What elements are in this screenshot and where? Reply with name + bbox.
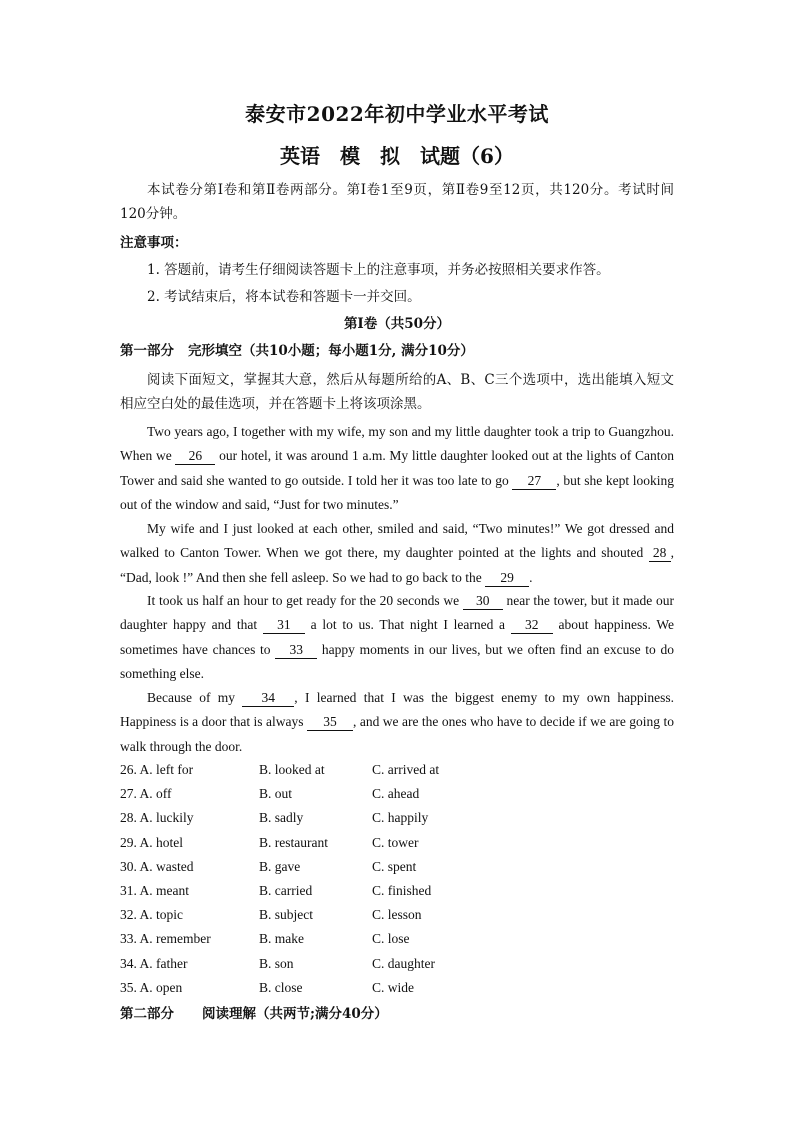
option-c: C. wide xyxy=(372,979,414,995)
option-b: B. out xyxy=(259,786,293,802)
option-c: C. tower xyxy=(372,834,419,850)
option-row xyxy=(120,758,674,782)
part-one-heading xyxy=(120,339,674,363)
option-c: C. spent xyxy=(372,858,417,874)
exam-title: 泰安市2022年初中学业水平考试 xyxy=(245,102,549,126)
option-c: C. ahead xyxy=(372,786,420,802)
notes-heading: 注意事项： xyxy=(120,235,188,251)
option-row xyxy=(120,903,674,927)
option-c: C. lesson xyxy=(372,907,422,923)
part-two-label: 第二部分 xyxy=(120,1006,174,1022)
option-row xyxy=(120,879,674,903)
blank-27: 27 xyxy=(512,473,556,490)
blank-33: 33 xyxy=(275,642,317,659)
option-a: 26. A. left for xyxy=(120,762,194,777)
option-a: 31. A. meant xyxy=(120,882,189,898)
answer-options xyxy=(120,758,674,1000)
option-b: B. carried xyxy=(259,882,313,898)
option-a: 32. A. topic xyxy=(120,907,183,923)
option-a: 35. A. open xyxy=(120,979,183,995)
exam-intro: 本试卷分第Ⅰ卷和第Ⅱ卷两部分。第Ⅰ卷1至9页，第Ⅱ卷9至12页，共120分。考试时间120分钟。 xyxy=(120,182,674,223)
option-b: B. looked at xyxy=(259,762,325,777)
option-a: 30. A. wasted xyxy=(120,858,194,874)
option-a: 33. A. remember xyxy=(120,931,211,947)
passage-paragraph-3: It took us half an hour to get ready for the 20 seconds we 30 near the tower, but it made our daughter happy and that 31 a lot to us. That night I learned a 32 about happiness. We sometimes have chances to 33 happy moments in our lives, but we often find an excuse to do something else. xyxy=(120,593,674,681)
option-b: B. subject xyxy=(259,907,313,923)
option-row xyxy=(120,927,674,951)
option-row xyxy=(120,976,674,1000)
option-c: C. happily xyxy=(372,810,429,826)
note-item-2: 2. 考试结束后，将本试卷和答题卡一并交回。 xyxy=(147,289,421,305)
part-one-title: 完形填空（共10小题；每小题1分, 满分10分） xyxy=(188,343,474,359)
part-one-label: 第一部分 xyxy=(120,343,174,359)
blank-35: 35 xyxy=(307,714,353,731)
volume-one-heading: 第Ⅰ卷（共50分） xyxy=(343,316,451,332)
blank-30: 30 xyxy=(463,593,503,610)
option-c: C. lose xyxy=(372,931,410,947)
blank-32: 32 xyxy=(511,617,553,634)
exam-subtitle: 英语 模 拟 试题（6） xyxy=(280,144,514,168)
blank-34: 34 xyxy=(242,690,294,707)
option-row xyxy=(120,806,674,830)
option-a: 34. A. father xyxy=(120,955,188,971)
option-b: B. restaurant xyxy=(259,834,328,850)
option-b: B. son xyxy=(259,955,294,971)
option-a: 29. A. hotel xyxy=(120,834,183,850)
note-item-1: 1. 答题前，请考生仔细阅读答题卡上的注意事项，并务必按照相关要求作答。 xyxy=(147,262,610,278)
option-c: C. arrived at xyxy=(372,762,440,777)
passage-paragraph-2: My wife and I just looked at each other, smiled and said, “Two minutes!” We got dressed and walked to Canton Tower. When we got there, my daughter pointed at the lights and shouted 28 , “Dad, look !” And then she fell asleep. So we had to go back to the 29 . xyxy=(120,521,674,585)
blank-28: 28 xyxy=(649,545,671,562)
option-c: C. daughter xyxy=(372,955,435,971)
part-two-title: 阅读理解（共两节;满分40分） xyxy=(202,1006,388,1022)
part-two-heading xyxy=(120,1002,388,1022)
option-a: 27. A. off xyxy=(120,786,172,802)
option-c: C. finished xyxy=(372,882,432,898)
option-b: B. close xyxy=(259,979,303,995)
option-row xyxy=(120,952,674,976)
option-b: B. sadly xyxy=(259,810,304,826)
blank-26: 26 xyxy=(175,448,215,465)
passage-paragraph-4: Because of my 34 , I learned that I was the biggest enemy to my own happiness. Happiness is a door that is always 35 , and we are the ones who have to decide if we are going to walk through the door. xyxy=(120,690,674,754)
option-b: B. make xyxy=(259,931,304,947)
passage-paragraph-1: Two years ago, I together with my wife, my son and my little daughter took a trip to Guangzhou. When we 26 our hotel, it was around 1 a.m. My little daughter looked out at the lights of Canton Tower and said she wanted to go outside. I told her it was too late to go 27 , but she kept looking out of the window and said, “Just for two minutes.” xyxy=(120,424,674,512)
option-a: 28. A. luckily xyxy=(120,810,194,826)
option-row xyxy=(120,831,674,855)
option-b: B. gave xyxy=(259,858,301,874)
option-row xyxy=(120,855,674,879)
blank-31: 31 xyxy=(263,617,305,634)
option-row xyxy=(120,782,674,806)
blank-29: 29 xyxy=(485,570,529,587)
part-one-instruction: 阅读下面短文，掌握其大意，然后从每题所给的A、B、C三个选项中，选出能填入短文相应空白处的最佳选项，并在答题卡上将该项涂黑。 xyxy=(120,372,674,413)
